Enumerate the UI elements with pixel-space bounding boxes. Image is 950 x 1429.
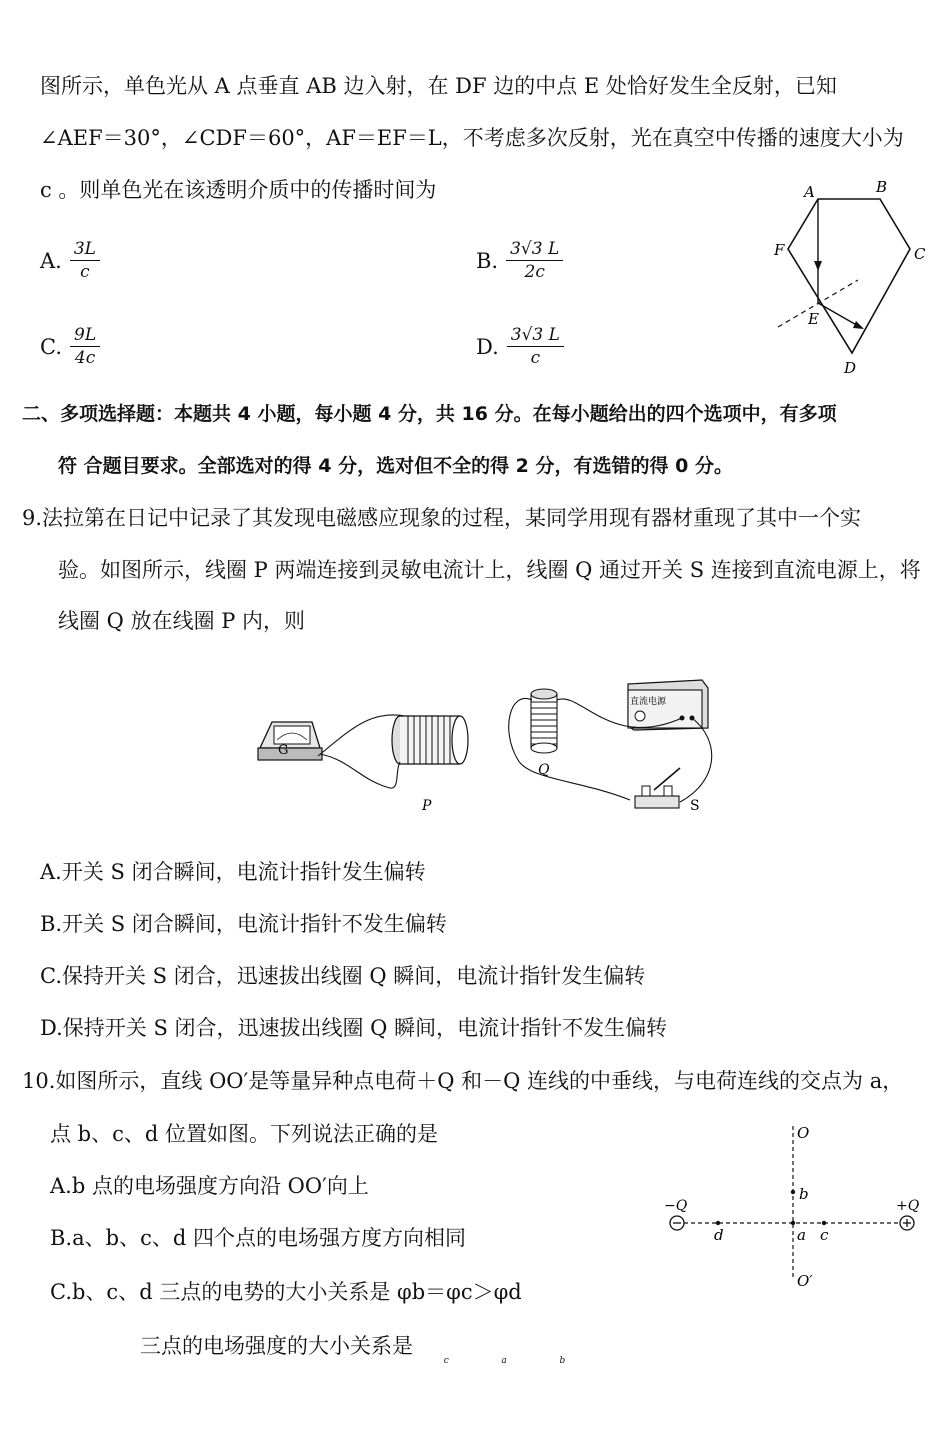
coil-Q-icon bbox=[531, 689, 557, 778]
label-E: E bbox=[808, 310, 819, 328]
denominator: 2c bbox=[524, 262, 545, 282]
q10-option-a: A.b 点的电场强度方向沿 OO′向上 bbox=[50, 1174, 369, 1198]
q8-stem-line-1: 图所示，单色光从 A 点垂直 AB 边入射，在 DF 边的中点 E 处恰好发生全反射，已知 bbox=[40, 74, 837, 98]
fraction bbox=[70, 238, 100, 283]
charges-field-figure bbox=[660, 1120, 925, 1295]
q9-option-c: C.保持开关 S 闭合，迅速拔出线圈 Q 瞬间，电流计指针发生偏转 bbox=[40, 964, 646, 988]
option-label: C. bbox=[40, 334, 62, 359]
numerator: 3L bbox=[70, 238, 100, 261]
label-a: a bbox=[797, 1226, 806, 1244]
fraction bbox=[70, 324, 100, 369]
section-2-heading-2: 符 合题目要求。全部选对的得 4 分，选对但不全的得 2 分，有选错的得 0 分。 bbox=[58, 455, 733, 477]
label-S: S bbox=[690, 798, 700, 814]
q9-option-b: B.开关 S 闭合瞬间，电流计指针不发生偏转 bbox=[40, 912, 447, 936]
fraction bbox=[506, 238, 563, 283]
denominator: c bbox=[530, 348, 541, 368]
point-c bbox=[822, 1221, 826, 1225]
partial-text: 三点的电场强度的大小关系是 bbox=[140, 1334, 413, 1358]
coil-P-icon bbox=[392, 716, 468, 814]
q8-stem-line-3: c 。则单色光在该透明介质中的传播时间为 bbox=[40, 178, 437, 202]
label-Q: Q bbox=[538, 762, 550, 778]
sub-c: c bbox=[443, 1356, 449, 1366]
q9-option-a: A.开关 S 闭合瞬间，电流计指针发生偏转 bbox=[40, 860, 426, 884]
point-d bbox=[716, 1221, 720, 1225]
numerator: 3√3 L bbox=[506, 238, 563, 261]
point-b bbox=[791, 1190, 795, 1194]
label-A: A bbox=[804, 183, 815, 201]
q8-option-b bbox=[476, 238, 563, 283]
option-label: B. bbox=[476, 248, 499, 273]
q8-option-c bbox=[40, 324, 100, 369]
point-a bbox=[791, 1221, 795, 1225]
section-2-heading-1: 二、多项选择题：本题共 4 小题，每小题 4 分，共 16 分。在每小题给出的四个选项中，有多项 bbox=[22, 403, 837, 425]
q10-stem-line-1: 10.如图所示，直线 OO′是等量异种点电荷＋Q 和－Q 连线的中垂线，与电荷连线的交点为 a， bbox=[22, 1069, 904, 1093]
ray-arrow-down bbox=[814, 261, 822, 271]
q8-option-d bbox=[476, 324, 564, 369]
label-B: B bbox=[876, 178, 888, 196]
label-b: b bbox=[799, 1185, 809, 1203]
q10-stem-line-2: 点 b、c、d 位置如图。下列说法正确的是 bbox=[50, 1122, 438, 1146]
q9-stem-line-3: 线圈 Q 放在线圈 P 内，则 bbox=[58, 609, 306, 633]
q10-option-d-partial bbox=[140, 1332, 565, 1375]
label-C: C bbox=[914, 245, 926, 263]
label-D: D bbox=[844, 359, 857, 377]
dc-power-supply-icon bbox=[628, 680, 708, 730]
faraday-experiment-figure bbox=[250, 670, 720, 820]
option-label: D. bbox=[476, 334, 499, 359]
switch-S-icon bbox=[635, 768, 700, 814]
label-F: F bbox=[774, 241, 785, 259]
label-power: 直流电源 bbox=[630, 697, 667, 707]
q9-stem-line-1: 9.法拉第在日记中记录了其发现电磁感应现象的过程，某同学用现有器材重现了其中一个实 bbox=[22, 506, 862, 530]
prism-outline bbox=[788, 199, 910, 353]
label-O: O bbox=[797, 1124, 810, 1142]
label-O-prime: O′ bbox=[797, 1272, 813, 1290]
label-P: P bbox=[422, 798, 432, 814]
q10-option-b: B.a、b、c、d 四个点的电场强方度方向相同 bbox=[50, 1226, 466, 1250]
q9-stem-line-2: 验。如图所示，线圈 P 两端连接到灵敏电流计上，线圈 Q 通过开关 S 连接到直流电源上，将 bbox=[58, 558, 921, 582]
numerator: 3√3 L bbox=[507, 324, 564, 347]
prism-figure bbox=[760, 175, 940, 380]
numerator: 9L bbox=[70, 324, 100, 347]
label-negQ: −Q bbox=[664, 1198, 688, 1214]
fraction bbox=[507, 324, 564, 369]
galvanometer-icon bbox=[258, 722, 322, 760]
q9-option-d: D.保持开关 S 闭合，迅速拔出线圈 Q 瞬间，电流计指针不发生偏转 bbox=[40, 1016, 668, 1040]
q8-stem-line-2: ∠AEF＝30°，∠CDF＝60°，AF＝EF＝L，不考虑多次反射，光在真空中传播的速度大小为 bbox=[40, 126, 904, 150]
label-d: d bbox=[714, 1226, 724, 1244]
denominator: 4c bbox=[74, 348, 96, 368]
option-label: A. bbox=[40, 248, 62, 273]
label-c: c bbox=[820, 1226, 829, 1244]
label-G: G bbox=[278, 743, 289, 758]
sub-b: b bbox=[559, 1356, 566, 1366]
ray-arrow-reflect bbox=[853, 321, 864, 329]
denominator: c bbox=[80, 262, 90, 282]
q10-option-c: C.b、c、d 三点的电势的大小关系是 φb＝φc＞φd bbox=[50, 1280, 522, 1304]
reflected-ray bbox=[818, 303, 860, 327]
q8-option-a bbox=[40, 238, 100, 283]
label-posQ: +Q bbox=[896, 1198, 920, 1214]
sub-a: a bbox=[501, 1356, 507, 1366]
